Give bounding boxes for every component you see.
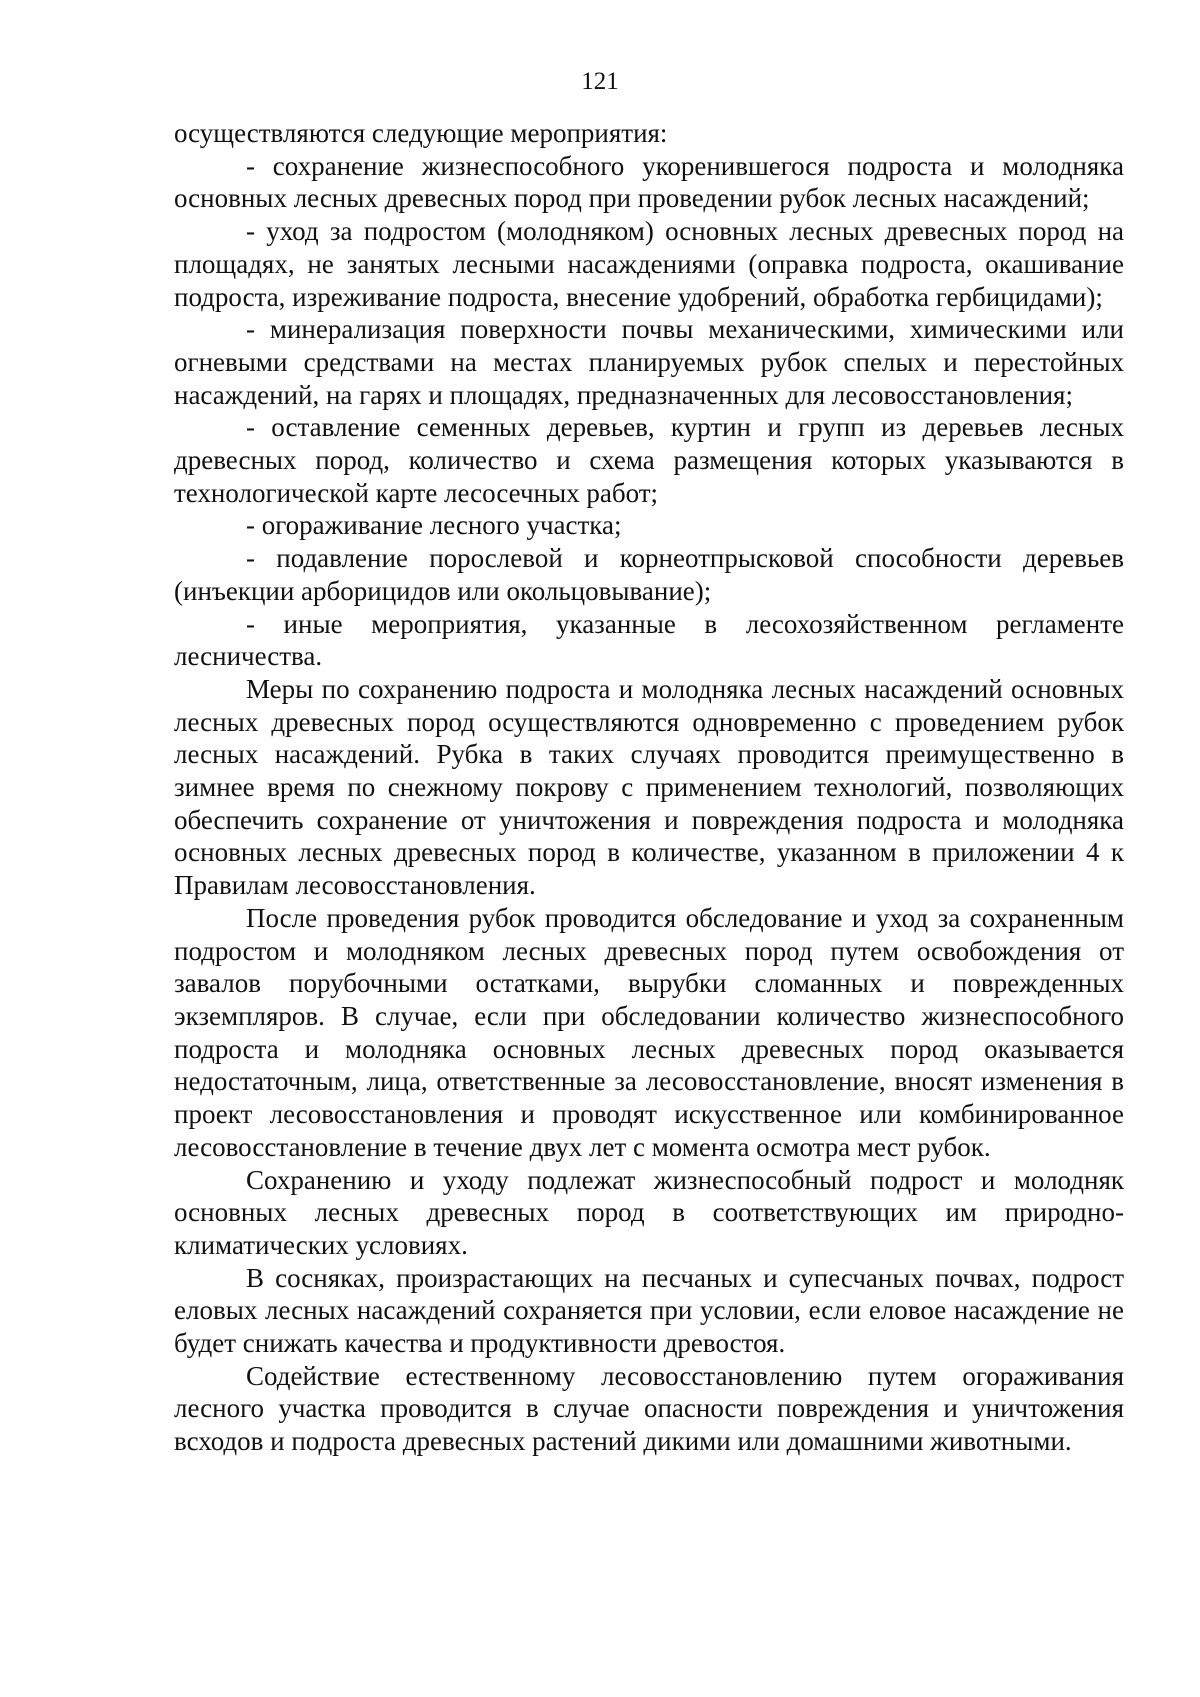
list-item-seed-trees: - оставление семенных деревьев, куртин и групп из деревьев лесных древесных пород, количество и схема размещения которых указываются в технологической карте лесосечных работ; xyxy=(174,412,1124,508)
list-item-sprout-suppression: - подавление порослевой и корнеотпрысковой способности деревьев (инъекции арборицидов или окольцовывание); xyxy=(174,543,1124,606)
list-item-fencing: - огораживание лесного участка; xyxy=(246,510,622,541)
list-item-undergrowth-care: - уход за подростом (молодняком) основных лесных древесных пород на площадях, не занятых лесными насаждениями (оправка подроста, окашивание подроста, изреживание подроста, внесение удобрений, обработка гербицидами); xyxy=(174,216,1124,312)
paragraph-post-felling: После проведения рубок проводится обследование и уход за сохраненным подростом и молодняком лесных древесных пород путем освобождения от завалов порубочными остатками, вырубки сломанных и поврежденных экземпляров. В случае, если при обследовании количество жизнеспособного подроста и молодняка основных лесных древесных пород оказывается недостаточным, лица, ответственные за лесовосстановление, вносят изменения в проект лесовосстановления и проводят искусственное или комбинированное лесовосстановление в течение двух лет с момента осмотра мест рубок. xyxy=(174,902,1124,1162)
paragraph-fencing-assistance: Содействие естественному лесовосстановлению путем огораживания лесного участка проводится в случае опасности повреждения и уничтожения всходов и подроста древесных растений дикими или домашними животными. xyxy=(174,1360,1124,1457)
paragraph-conservation-subject: Сохранению и уходу подлежат жизнеспособный подрост и молодняк основных лесных древесных пород в соответствующих им природно-климатических условиях. xyxy=(174,1164,1124,1260)
list-item-soil-mineralization: - минерализация поверхности почвы механическими, химическими или огневыми средствами на местах планируемых рубок спелых и перестойных насаждений, на гарях и площадях, предназначенных для лесовосстановления; xyxy=(174,314,1124,410)
list-item-preserve-undergrowth: - сохранение жизнеспособного укоренившегося подроста и молодняка основных лесных древесных пород при проведении рубок лесных насаждений; xyxy=(174,150,1124,214)
paragraph-intro: осуществляются следующие мероприятия: xyxy=(174,118,668,148)
list-item-other-measures: - иные мероприятия, указанные в лесохозяйственном регламенте лесничества. xyxy=(174,608,1124,672)
paragraph-pine-stands: В сосняках, произрастающих на песчаных и супесчаных почвах, подрост еловых лесных насаждений сохраняется при условии, если еловое насаждение не будет снижать качества и продуктивности древостоя. xyxy=(174,1262,1124,1359)
paragraph-preservation-measures: Меры по сохранению подроста и молодняка лесных насаждений основных лесных древесных пород осуществляются одновременно с проведением рубок лесных насаждений. Рубка в таких случаях проводится преимущественно в зимнее время по снежному покрову с применением технологий, позволяющих обеспечить сохранение от уничтожения и повреждения подроста и молодняка основных лесных древесных пород в количестве, указанном в приложении 4 к Правилам лесовосстановления. xyxy=(174,673,1124,901)
page-number: 121 xyxy=(581,68,619,95)
document-body xyxy=(174,117,1124,1458)
